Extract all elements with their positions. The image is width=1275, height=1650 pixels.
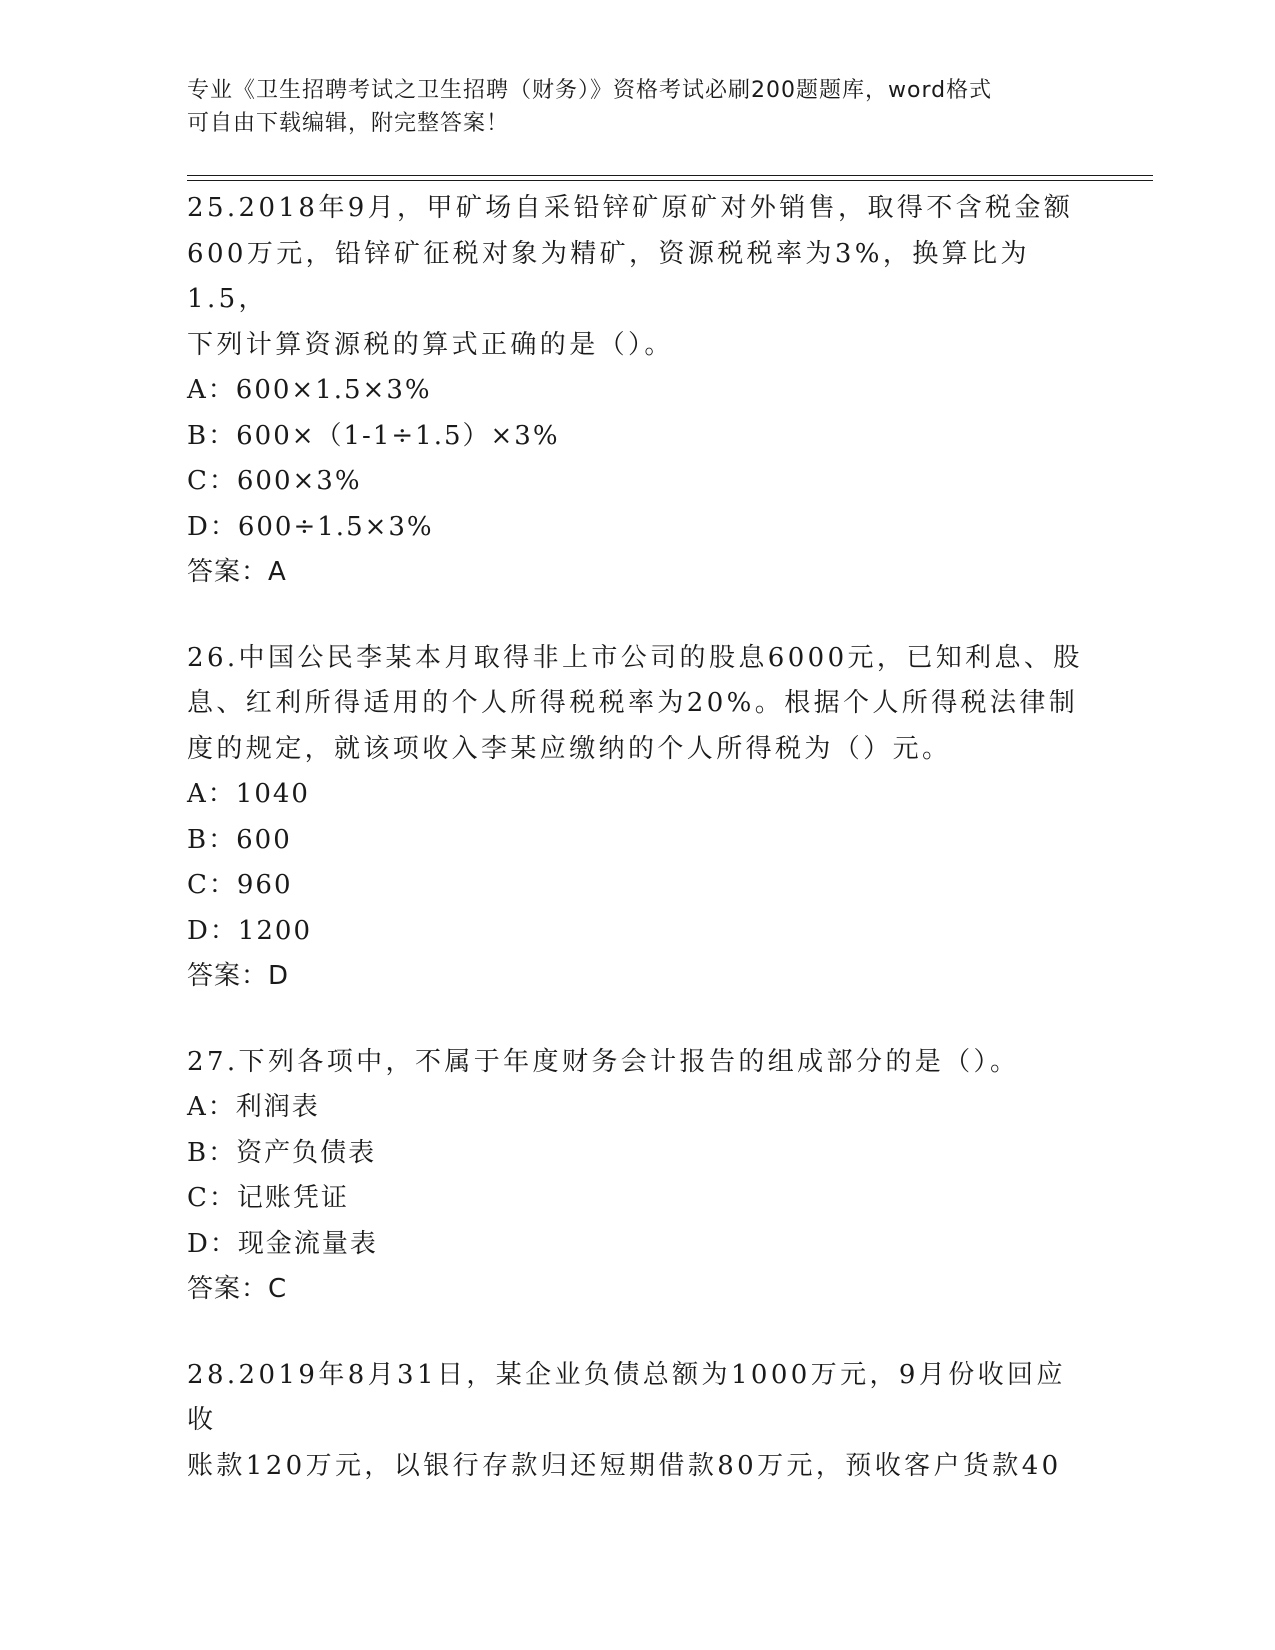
option-c: C：600×3%: [187, 466, 362, 496]
option-b: B：资产负债表: [187, 1137, 377, 1168]
option-d: D：现金流量表: [187, 1228, 378, 1259]
option-a: A：600×1.5×3%: [187, 375, 432, 405]
option-d: D：1200: [187, 915, 313, 946]
question-stem-line: 26.中国公民李某本月取得非上市公司的股息6000元，已知利息、股: [187, 642, 1083, 673]
option-c: C：960: [187, 870, 293, 900]
option-b: B：600×（1-1÷1.5）×3%: [187, 420, 560, 451]
option-b: B：600: [187, 824, 292, 855]
question-stem-line: 下列计算资源税的算式正确的是（）。: [187, 329, 674, 360]
question-stem-line: 息、红利所得适用的个人所得税税率为20%。根据个人所得税法律制: [187, 688, 1079, 718]
question-spacer: [187, 1000, 1087, 1040]
question-27: [187, 1040, 1087, 1313]
question-spacer: [187, 596, 1087, 636]
header-divider: [187, 175, 1153, 181]
question-stem-line: 账款120万元，以银行存款归还短期借款80万元，预收客户货款40: [187, 1450, 1062, 1481]
question-stem-line: 28.2019年8月31日，某企业负债总额为1000万元，9月份收回应收: [187, 1359, 1066, 1435]
question-stem-line: 600万元，铅锌矿征税对象为精矿，资源税税率为3%，换算比为1.5，: [187, 238, 1030, 314]
option-c: C：记账凭证: [187, 1183, 349, 1213]
question-26: [187, 636, 1087, 1000]
question-stem-line: 25.2018年9月，甲矿场自采铅锌矿原矿对外销售，取得不含税金额: [187, 193, 1074, 223]
question-stem-line: 27.下列各项中，不属于年度财务会计报告的组成部分的是（）。: [187, 1046, 1020, 1077]
header-line-1: 专业《卫生招聘考试之卫生招聘（财务）》资格考试必刷200题题库，word格式: [187, 78, 993, 103]
answer-line: 答案：C: [187, 1274, 288, 1304]
question-spacer: [187, 1313, 1087, 1353]
answer-line: 答案：D: [187, 961, 290, 991]
option-d: D：600÷1.5×3%: [187, 511, 434, 542]
question-28: [187, 1353, 1087, 1490]
question-stem-line: 度的规定，就该项收入李某应缴纳的个人所得税为（）元。: [187, 733, 952, 764]
option-a: A：利润表: [187, 1092, 320, 1122]
option-a: A：1040: [187, 779, 310, 809]
header-line-2: 可自由下载编辑，附完整答案！: [187, 111, 510, 136]
question-25: [187, 186, 1087, 596]
answer-line: 答案：A: [187, 557, 287, 587]
question-list: [187, 186, 1087, 1489]
document-header: [187, 74, 1067, 140]
